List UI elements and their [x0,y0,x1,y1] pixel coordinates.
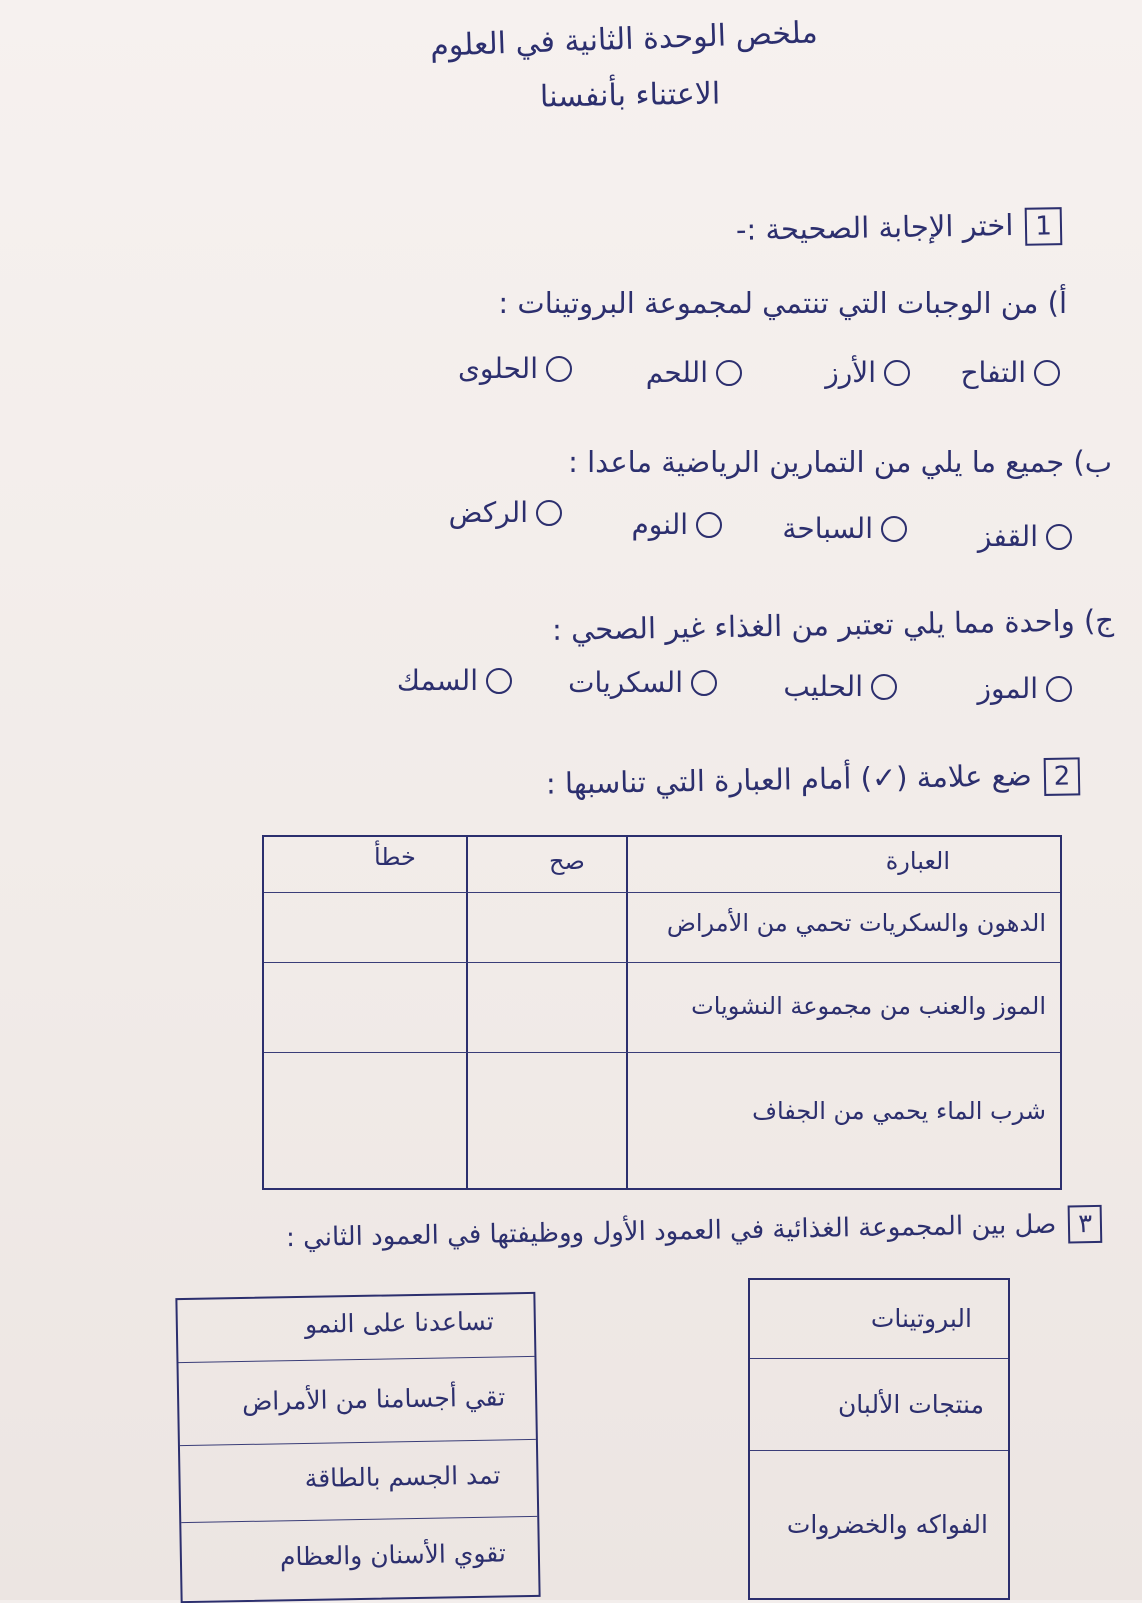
option-c4[interactable] [397,664,512,697]
food-group-2[interactable]: منتجات الألبان [837,1390,984,1419]
functions-column [175,1292,540,1603]
option-a1[interactable] [960,356,1060,389]
section2-number: 2 [1043,757,1080,796]
answer-circle[interactable] [1046,676,1072,702]
option-label: التفاح [960,356,1026,389]
option-label: اللحم [645,356,708,389]
answer-circle[interactable] [881,516,907,542]
false-cell-3[interactable] [266,1055,464,1185]
option-label: القفز [977,520,1038,553]
statement-2: الموز والعنب من مجموعة النشويات [691,992,1046,1020]
false-cell-2[interactable] [266,965,464,1050]
food-groups-column [748,1278,1010,1600]
option-b3[interactable] [631,508,722,541]
section3-heading [285,1205,1102,1257]
header-statement: العبارة [885,847,950,875]
true-false-table [262,835,1062,1190]
option-c1[interactable] [978,672,1072,705]
option-label: النوم [631,508,688,541]
answer-circle[interactable] [691,670,717,696]
statement-1: الدهون والسكريات تحمي من الأمراض [666,909,1046,937]
option-label: السكريات [568,666,683,699]
option-a3[interactable] [646,356,742,389]
column-divider [180,1439,536,1446]
food-group-3[interactable]: الفواكه والخضروات [786,1510,988,1539]
section1-number: 1 [1025,207,1062,246]
answer-circle[interactable] [486,668,512,694]
answer-circle[interactable] [716,360,742,386]
column-divider [750,1450,1008,1451]
option-a2[interactable] [825,356,910,389]
section3-title: صل بين المجموعة الغذائية في العمود الأول ووظيفتها في العمود الثاني : [285,1209,1057,1254]
column-divider [750,1358,1008,1359]
table-column-divider [466,837,468,1188]
option-label: السباحة [782,512,873,545]
option-label: السمك [396,664,478,697]
table-column-divider [626,837,628,1188]
statement-3: شرب الماء يحمي من الجفاف [752,1097,1046,1125]
option-label: الركض [448,496,528,529]
function-1[interactable]: تساعدنا على النمو [304,1306,495,1339]
option-c2[interactable] [783,670,897,703]
function-3[interactable]: تمد الجسم بالطاقة [304,1460,501,1493]
food-group-1[interactable]: البروتينات [870,1304,972,1333]
false-cell-1[interactable] [266,895,464,960]
answer-circle[interactable] [546,356,572,382]
column-divider [178,1356,534,1363]
column-divider [181,1516,537,1523]
option-b4[interactable] [449,496,562,529]
answer-circle[interactable] [884,360,910,386]
option-b2[interactable] [782,512,907,545]
option-label: الحليب [783,670,863,703]
option-label: الموز [977,672,1038,705]
section2-heading [545,757,1080,804]
table-row-divider [264,962,1060,963]
answer-circle[interactable] [1034,360,1060,386]
option-c3[interactable] [568,666,717,699]
true-cell-2[interactable] [469,965,624,1050]
question-a-stem: أ) من الوجبات التي تنتمي لمجموعة البروتينات : [498,286,1067,320]
worksheet-title: ملخص الوحدة الثانية في العلوم [429,15,819,64]
section1-heading [736,207,1063,251]
section3-number: ٣ [1068,1205,1103,1244]
table-row-divider [264,1052,1060,1053]
function-2[interactable]: تقي أجسامنا من الأمراض [241,1382,506,1417]
answer-circle[interactable] [696,512,722,538]
section2-title: ضع علامة (✓) أمام العبارة التي تناسبها : [545,758,1032,801]
worksheet-subtitle: الاعتناء بأنفسنا [539,76,721,115]
option-b1[interactable] [978,520,1072,553]
answer-circle[interactable] [536,500,562,526]
header-false: خطأ [374,843,416,871]
true-cell-3[interactable] [469,1055,624,1185]
answer-circle[interactable] [871,674,897,700]
table-row-divider [264,892,1060,893]
function-4[interactable]: تقوي الأسنان والعظام [279,1538,507,1572]
option-label: الحلوى [457,352,538,385]
answer-circle[interactable] [1046,524,1072,550]
header-true: صح [549,847,585,875]
question-c-stem: ج) واحدة مما يلي تعتبر من الغذاء غير الصحي : [551,603,1115,647]
section1-title: اختر الإجابة الصحيحة :- [735,208,1014,247]
question-b-stem: ب) جميع ما يلي من التمارين الرياضية ماعدا : [568,445,1112,479]
option-label: الأرز [825,356,876,389]
true-cell-1[interactable] [469,895,624,960]
option-a4[interactable] [458,352,572,385]
